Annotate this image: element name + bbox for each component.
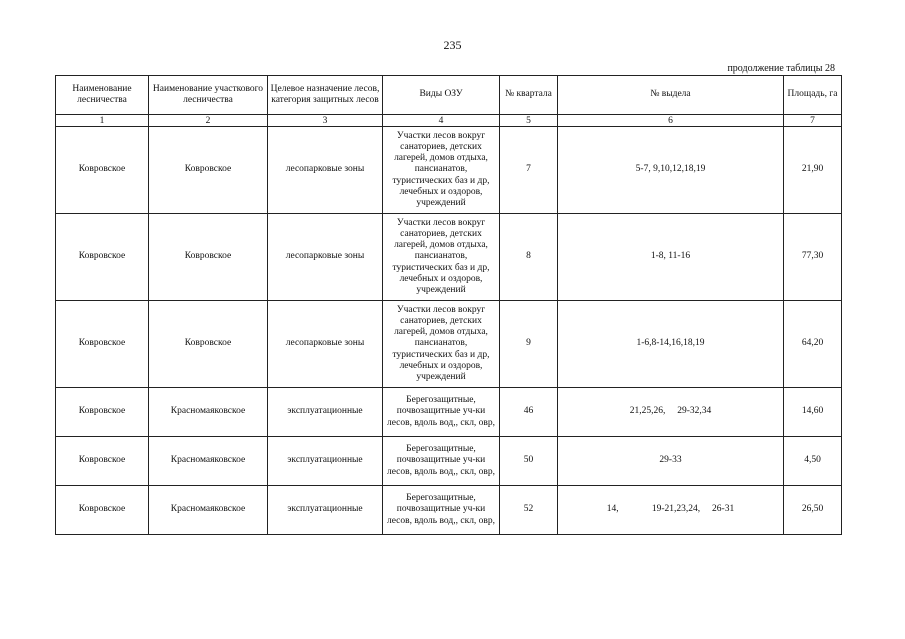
- cell-quarter: 50: [500, 437, 558, 486]
- column-number: 5: [500, 115, 558, 127]
- column-number: 7: [784, 115, 842, 127]
- column-number: 2: [149, 115, 268, 127]
- cell-forestry: Ковровское: [56, 388, 149, 437]
- table-row: [56, 486, 842, 535]
- cell-ozu: Участки лесов вокруг санаториев, детских лагерей, домов отдыха, пансианатов, туристических баз и др, лечебных и оздоров, учреждений: [383, 301, 500, 388]
- cell-quarter: 46: [500, 388, 558, 437]
- header-purpose: Целевое назначение лесов, категория защитных лесов: [268, 76, 383, 115]
- header-allotments: № выдела: [558, 76, 784, 115]
- cell-forestry: Ковровское: [56, 301, 149, 388]
- header-quarter: № квартала: [500, 76, 558, 115]
- column-number: 3: [268, 115, 383, 127]
- table-row: [56, 127, 842, 214]
- cell-area: 77,30: [784, 214, 842, 301]
- cell-district: Ковровское: [149, 127, 268, 214]
- cell-district: Ковровское: [149, 214, 268, 301]
- column-number: 4: [383, 115, 500, 127]
- cell-quarter: 7: [500, 127, 558, 214]
- cell-ozu: Участки лесов вокруг санаториев, детских лагерей, домов отдыха, пансианатов, туристических баз и др, лечебных и оздоров, учреждений: [383, 127, 500, 214]
- table-row: [56, 388, 842, 437]
- cell-quarter: 8: [500, 214, 558, 301]
- cell-area: 64,20: [784, 301, 842, 388]
- table-continuation-label: продолжение таблицы 28: [727, 63, 835, 74]
- cell-district: Красномаяковское: [149, 486, 268, 535]
- cell-allotments: 29-33: [558, 437, 784, 486]
- cell-purpose: лесопарковые зоны: [268, 127, 383, 214]
- cell-ozu: Участки лесов вокруг санаториев, детских лагерей, домов отдыха, пансианатов, туристических баз и др, лечебных и оздоров, учреждений: [383, 214, 500, 301]
- cell-purpose: лесопарковые зоны: [268, 301, 383, 388]
- cell-ozu: Берегозащитные, почвозащитные уч-ки лесов, вдоль вод,, скл, овр,: [383, 437, 500, 486]
- header-ozu: Виды ОЗУ: [383, 76, 500, 115]
- cell-area: 21,90: [784, 127, 842, 214]
- table-row: [56, 301, 842, 388]
- cell-purpose: лесопарковые зоны: [268, 214, 383, 301]
- cell-quarter: 52: [500, 486, 558, 535]
- cell-allotments: 1-6,8-14,16,18,19: [558, 301, 784, 388]
- table-row: [56, 214, 842, 301]
- cell-allotments: 1-8, 11-16: [558, 214, 784, 301]
- table-row: [56, 437, 842, 486]
- header-forestry: Наименование лесничества: [56, 76, 149, 115]
- cell-purpose: эксплуатационные: [268, 486, 383, 535]
- header-area: Площадь, га: [784, 76, 842, 115]
- cell-ozu: Берегозащитные, почвозащитные уч-ки лесов, вдоль вод,, скл, овр,: [383, 388, 500, 437]
- cell-area: 14,60: [784, 388, 842, 437]
- cell-quarter: 9: [500, 301, 558, 388]
- cell-purpose: эксплуатационные: [268, 388, 383, 437]
- header-district: Наименование участкового лесничества: [149, 76, 268, 115]
- cell-forestry: Ковровское: [56, 486, 149, 535]
- cell-area: 4,50: [784, 437, 842, 486]
- column-number: 1: [56, 115, 149, 127]
- table-header-row: [56, 76, 842, 115]
- column-number-row: [56, 115, 842, 127]
- cell-forestry: Ковровское: [56, 437, 149, 486]
- cell-district: Красномаяковское: [149, 388, 268, 437]
- cell-allotments: 21,25,26, 29-32,34: [558, 388, 784, 437]
- cell-district: Красномаяковское: [149, 437, 268, 486]
- cell-allotments: 5-7, 9,10,12,18,19: [558, 127, 784, 214]
- page-number: 235: [443, 38, 462, 52]
- cell-allotments: 14, 19-21,23,24, 26-31: [558, 486, 784, 535]
- cell-area: 26,50: [784, 486, 842, 535]
- forest-table: [55, 75, 842, 535]
- cell-ozu: Берегозащитные, почвозащитные уч-ки лесов, вдоль вод,, скл, овр,: [383, 486, 500, 535]
- cell-forestry: Ковровское: [56, 214, 149, 301]
- cell-forestry: Ковровское: [56, 127, 149, 214]
- cell-district: Ковровское: [149, 301, 268, 388]
- column-number: 6: [558, 115, 784, 127]
- cell-purpose: эксплуатационные: [268, 437, 383, 486]
